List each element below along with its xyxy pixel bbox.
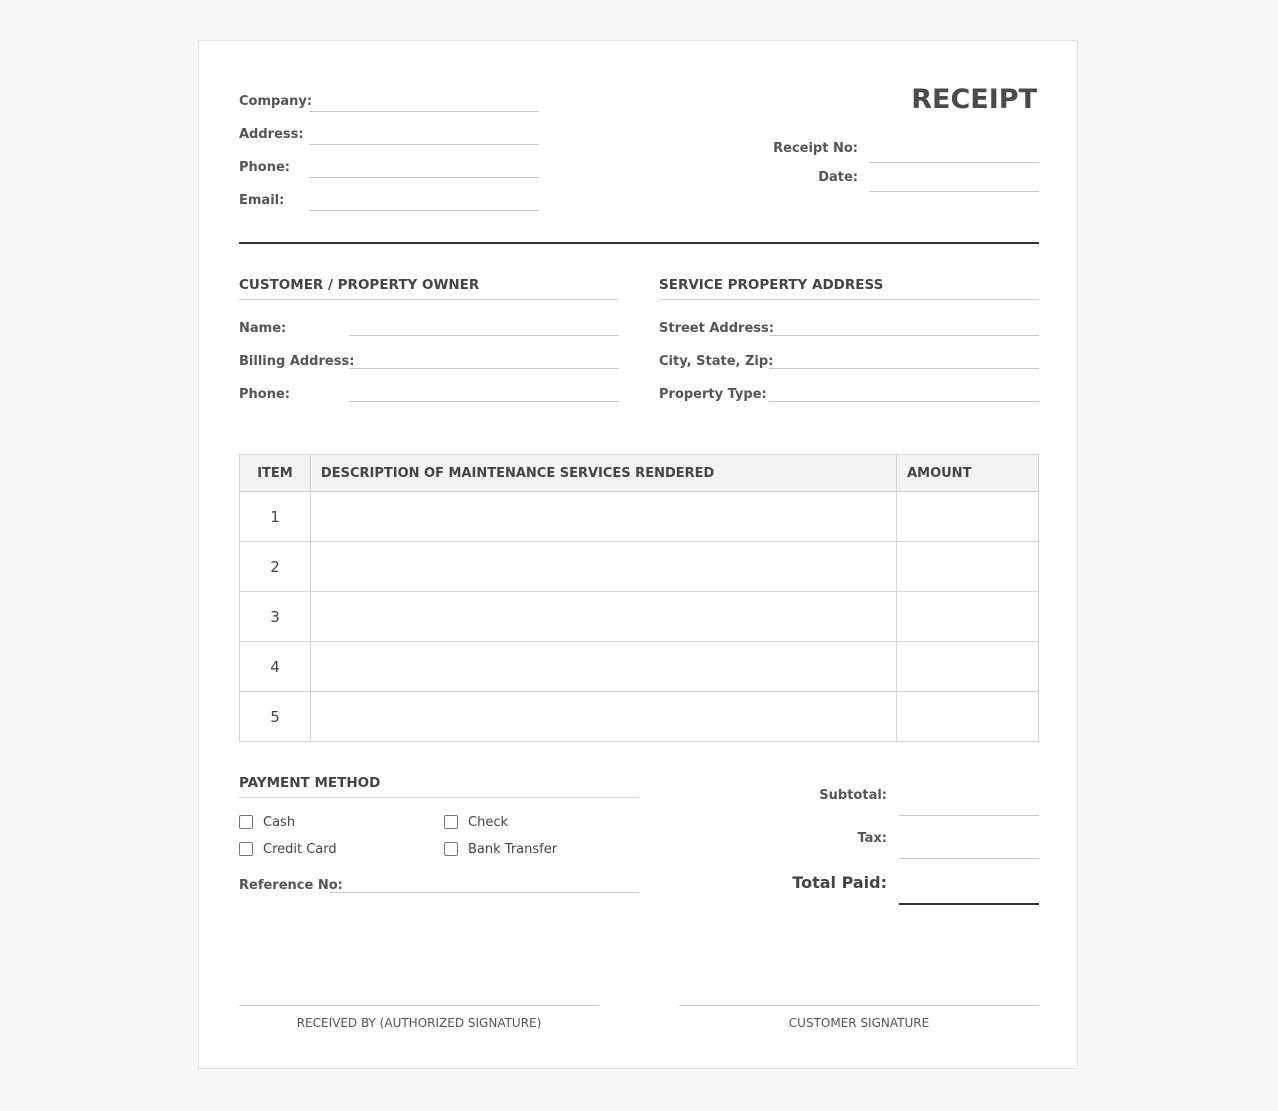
payment-method-heading: PAYMENT METHOD xyxy=(239,775,381,791)
item-column-header: ITEM xyxy=(240,455,311,492)
company-field[interactable] xyxy=(309,92,539,112)
customer-signature-caption: CUSTOMER SIGNATURE xyxy=(788,1016,930,1030)
item-number-cell: 2 xyxy=(240,542,311,592)
email-field[interactable] xyxy=(309,191,539,211)
payment-method-rule xyxy=(239,797,639,798)
receipt-no-field[interactable] xyxy=(869,143,1039,163)
table-header-row xyxy=(240,455,1039,492)
customer-heading: CUSTOMER / PROPERTY OWNER xyxy=(239,277,480,293)
bank-transfer-option-label: Bank Transfer xyxy=(468,842,558,857)
received-by-caption: RECEIVED BY (AUTHORIZED SIGNATURE) xyxy=(296,1016,542,1030)
property-type-field[interactable] xyxy=(769,382,1039,402)
email-label: Email: xyxy=(239,193,285,208)
receipt-no-label: Receipt No: xyxy=(773,141,858,156)
tax-label: Tax: xyxy=(857,831,887,846)
receipt-sheet xyxy=(198,40,1078,1069)
item-number-cell: 1 xyxy=(240,492,311,542)
billing-address-label: Billing Address: xyxy=(239,354,355,369)
received-by-signature-line[interactable] xyxy=(239,1005,599,1006)
description-column-header: DESCRIPTION OF MAINTENANCE SERVICES RENDERED xyxy=(310,455,896,492)
customer-heading-rule xyxy=(239,299,619,300)
document-title: RECEIPT xyxy=(911,84,1037,115)
check-option-label: Check xyxy=(468,815,508,830)
billing-address-field[interactable] xyxy=(349,349,619,369)
address-field[interactable] xyxy=(309,125,539,145)
amount-cell[interactable] xyxy=(897,542,1039,592)
amount-cell[interactable] xyxy=(897,642,1039,692)
street-address-label: Street Address: xyxy=(659,321,774,336)
services-table xyxy=(239,454,1039,742)
credit-card-checkbox[interactable] xyxy=(239,842,253,856)
subtotal-label: Subtotal: xyxy=(819,788,887,803)
description-cell[interactable] xyxy=(310,692,896,742)
street-address-field[interactable] xyxy=(769,316,1039,336)
customer-phone-field[interactable] xyxy=(349,382,619,402)
description-cell[interactable] xyxy=(310,642,896,692)
date-label: Date: xyxy=(818,170,858,185)
table-row xyxy=(240,542,1039,592)
item-number-cell: 4 xyxy=(240,642,311,692)
description-cell[interactable] xyxy=(310,592,896,642)
table-row xyxy=(240,592,1039,642)
customer-phone-label: Phone: xyxy=(239,387,290,402)
amount-column-header: AMOUNT xyxy=(897,455,1039,492)
check-checkbox[interactable] xyxy=(444,815,458,829)
description-cell[interactable] xyxy=(310,492,896,542)
service-property-heading-rule xyxy=(659,299,1039,300)
cash-checkbox[interactable] xyxy=(239,815,253,829)
reference-no-field[interactable] xyxy=(329,873,639,893)
city-state-zip-field[interactable] xyxy=(769,349,1039,369)
table-row xyxy=(240,492,1039,542)
customer-name-field[interactable] xyxy=(349,316,619,336)
city-state-zip-label: City, State, Zip: xyxy=(659,354,774,369)
bank-transfer-checkbox[interactable] xyxy=(444,842,458,856)
address-label: Address: xyxy=(239,127,304,142)
cash-option-label: Cash xyxy=(263,815,296,830)
item-number-cell: 5 xyxy=(240,692,311,742)
reference-no-label: Reference No: xyxy=(239,878,343,893)
total-paid-field[interactable] xyxy=(899,877,1039,905)
property-type-label: Property Type: xyxy=(659,387,767,402)
tax-field[interactable] xyxy=(899,836,1039,859)
service-property-heading: SERVICE PROPERTY ADDRESS xyxy=(659,277,884,293)
amount-cell[interactable] xyxy=(897,492,1039,542)
total-paid-label: Total Paid: xyxy=(792,873,887,892)
date-field[interactable] xyxy=(869,172,1039,192)
subtotal-field[interactable] xyxy=(899,793,1039,816)
phone-field[interactable] xyxy=(309,158,539,178)
amount-cell[interactable] xyxy=(897,692,1039,742)
company-label: Company: xyxy=(239,94,313,109)
table-row xyxy=(240,642,1039,692)
description-cell[interactable] xyxy=(310,542,896,592)
table-row xyxy=(240,692,1039,742)
customer-signature-line[interactable] xyxy=(679,1005,1039,1006)
credit-card-option-label: Credit Card xyxy=(263,842,337,857)
item-number-cell: 3 xyxy=(240,592,311,642)
customer-name-label: Name: xyxy=(239,321,287,336)
amount-cell[interactable] xyxy=(897,592,1039,642)
header-divider xyxy=(239,242,1039,244)
phone-label: Phone: xyxy=(239,160,290,175)
